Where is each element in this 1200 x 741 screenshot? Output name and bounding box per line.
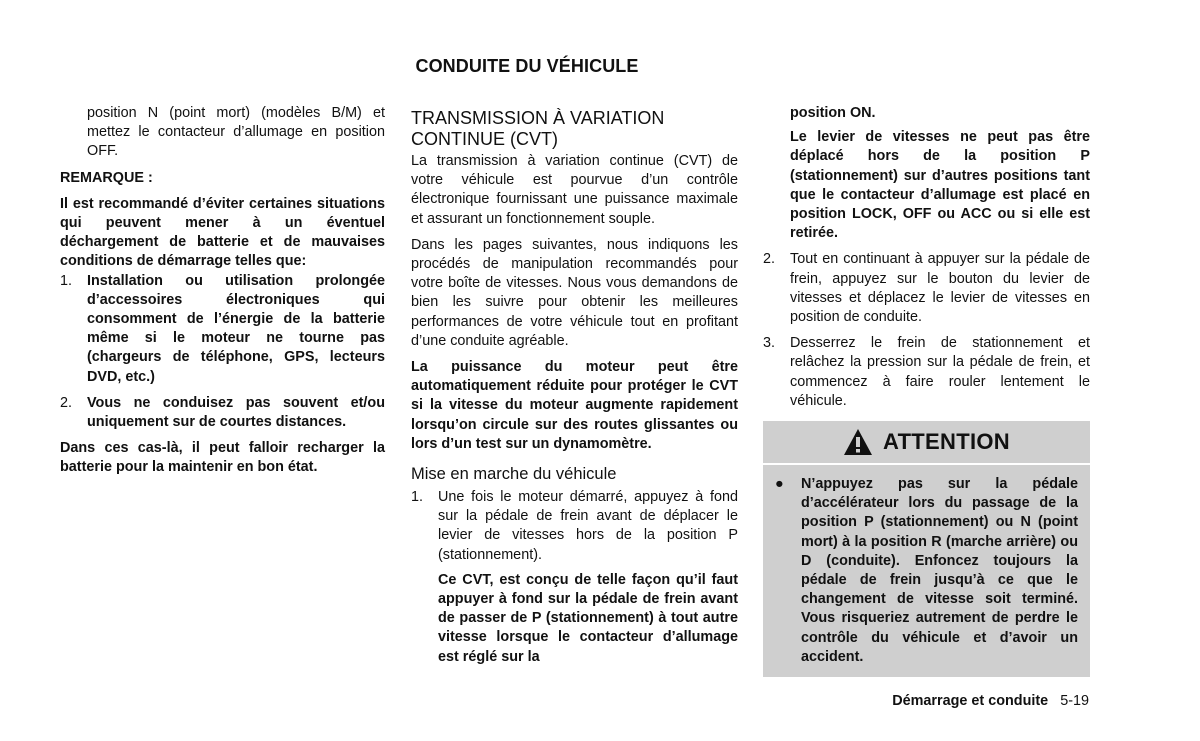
closing-paragraph: Dans ces cas-là, il peut falloir recharger la batterie pour la maintenir en bon état. xyxy=(60,440,385,476)
note-text: Il est recommandé d’éviter certaines situations qui peuvent mener à un éventuel déchargement de batterie et de mauvaises conditions de démarrage telles que: xyxy=(60,195,385,270)
warning-header xyxy=(763,421,1090,465)
column-2 xyxy=(411,104,738,674)
warning-text: N’appuyez pas sur la pédale d’accélérateur lors du passage de la position P (stationnement) ou N (point mort) à la position R (marche arrière) ou D (conduite). Enfoncez toujours la pédale de frein jusqu’à ce que le changement de vitesse soit terminé. Vous risqueriez autrement de perdre le contrôle du véhicule et d’avoir un accident. xyxy=(801,476,1078,665)
bullet: ● xyxy=(775,476,784,493)
paragraph: La transmission à variation continue (CVT) de votre véhicule est pourvue d’un contrôle électronique fournissant une puissance maximale et assurant un fonctionnement souple. xyxy=(411,153,738,227)
note-list xyxy=(60,272,385,433)
list-number: 3. xyxy=(763,335,776,352)
list-item xyxy=(411,488,738,667)
continued-note: Le levier de vitesses ne peut pas être déplacé hors de la position P (stationnement) sur d’autres positions tant que le contacteur d’allumage est placé en position LOCK, OFF ou ACC ou si elle est retirée. xyxy=(790,129,1090,242)
bold-paragraph: La puissance du moteur peut être automatiquement réduite pour protéger le CVT si la vitesse du moteur augmente rapidement lorsqu’on circule sur des routes glissantes ou lors d’un test sur un dynamomètre. xyxy=(411,359,738,452)
list-number: 1. xyxy=(60,272,73,289)
list-text: Vous ne conduisez pas souvent et/ou uniquement sur de courtes distances. xyxy=(87,394,385,431)
list-note: Ce CVT, est conçu de telle façon qu’il faut appuyer à fond sur la pédale de frein avant de passer de P (stationnement) à tout autre vitesse lorsque le contacteur d’allumage est réglé sur la xyxy=(438,571,738,665)
page-number: 5-19 xyxy=(1060,693,1089,709)
list-text: Installation ou utilisation prolongée d’accessoires électroniques qui consomment de l’énergie de la batterie même si le moteur ne tourne pas (chargeurs de téléphone, GPS, lecteurs DVD, etc.) xyxy=(87,272,385,385)
column-1 xyxy=(60,104,385,485)
list-number: 2. xyxy=(763,251,776,268)
list-text: Tout en continuant à appuyer sur la pédale de frein, appuyez sur le bouton du levier de vitesses et déplacez le levier de vitesses en position de conduite. xyxy=(790,251,1090,326)
section-title: TRANSMISSION À VARIATION CONTINUE (CVT) xyxy=(411,108,665,149)
steps-list xyxy=(411,488,738,667)
list-item xyxy=(60,394,385,432)
list-item xyxy=(763,250,1090,327)
paragraph: Dans les pages suivantes, nous indiquons les procédés de manipulation recommandés pour votre boîte de vitesses. Nous vous demandons de bien les suivre pour obtenir les meilleures performances de votre véhicule tout en profitant d’une conduite agréable. xyxy=(411,236,738,349)
continued-text: position ON. xyxy=(790,105,876,121)
page-title: CONDUITE DU VÉHICULE xyxy=(415,56,639,76)
list-number: 2. xyxy=(60,394,73,411)
page-footer xyxy=(892,693,1089,709)
steps-list-continued xyxy=(763,250,1090,411)
list-item xyxy=(763,334,1090,411)
subsection-title: Mise en marche du véhicule xyxy=(411,465,617,484)
warning-list xyxy=(775,475,1078,667)
warning-title: ATTENTION xyxy=(883,429,1010,455)
warning-box xyxy=(763,421,1090,677)
footer-section: Démarrage et conduite xyxy=(892,693,1049,709)
list-item xyxy=(60,272,385,387)
warning-triangle-icon xyxy=(843,428,873,456)
list-text: Desserrez le frein de stationnement et relâchez la pression sur la pédale de frein, et commencez à faire rouler lentement le véhicule. xyxy=(790,335,1090,409)
warning-item xyxy=(775,475,1078,667)
column-3 xyxy=(763,104,1090,677)
note-label: REMARQUE : xyxy=(60,169,153,186)
list-text: Une fois le moteur démarré, appuyez à fond sur la pédale de frein avant de déplacer le levier de vitesses hors de la position P (stationnement). xyxy=(438,489,738,563)
list-number: 1. xyxy=(411,489,424,506)
intro-paragraph: position N (point mort) (modèles B/M) et mettez le contacteur d’allumage en position OFF. xyxy=(87,105,385,160)
